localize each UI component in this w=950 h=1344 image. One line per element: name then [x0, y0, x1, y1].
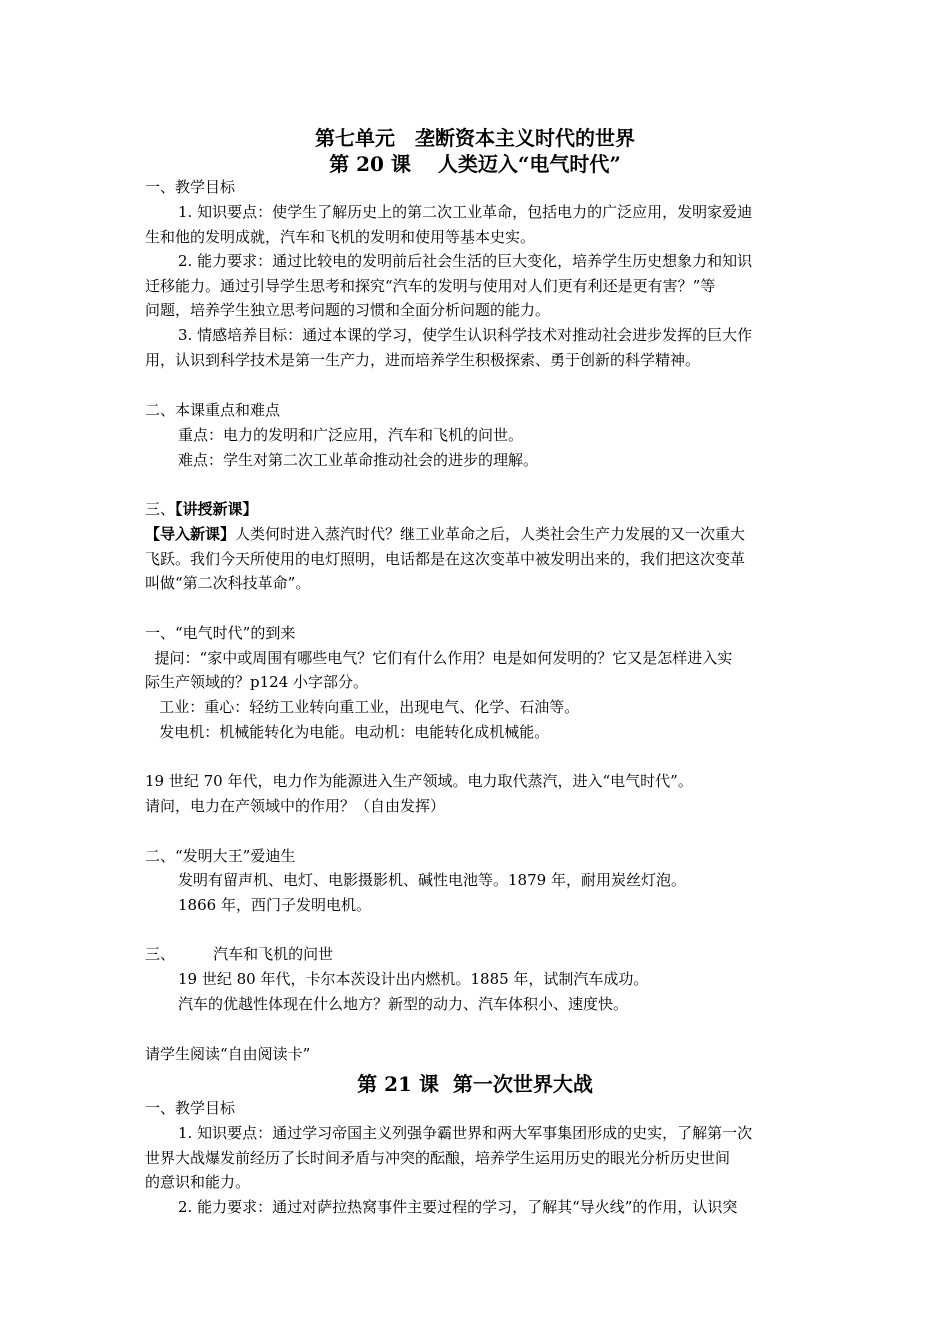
lesson20-title: 第 20 课 人类迈入“电气时代”: [329, 152, 621, 176]
sec1-industry: 工业：重心：轻纺工业转向重工业，出现电气、化学、石油等。: [145, 698, 580, 716]
goal3-line2: 用，认识到科学技术是第一生产力，进而培养学生积极探索、勇于创新的科学精神。: [145, 351, 701, 369]
sec1-paragraph2: 请问，电力在产领域中的作用？（自由发挥）: [145, 797, 446, 815]
sec1-paragraph1: 19 世纪 70 年代，电力作为能源进入生产领域。电力取代蒸汽，进入“电气时代”。: [145, 772, 693, 790]
intro-text-1: 人类何时进入蒸汽时代？继工业革命之后，人类社会生产力发展的又一次重大: [235, 525, 746, 543]
sec2-line2: 1866 年，西门子发明电机。: [178, 896, 371, 914]
l21-goal2-line1: 2. 能力要求：通过对萨拉热窝事件主要过程的学习，了解其“导火线”的作用，认识突: [178, 1198, 738, 1216]
goal2-line1: 2. 能力要求：通过比较电的发明前后社会生活的巨大变化，培养学生历史想象力和知识: [178, 252, 753, 270]
intro-line2: 飞跃。我们今天所使用的电灯照明，电话都是在这次变革中被发明出来的，我们把这次变革: [145, 550, 746, 568]
l21-goal1-line3: 的意识和能力。: [145, 1173, 251, 1191]
intro-line1: [145, 522, 745, 546]
key-point: 重点：电力的发明和广泛应用，汽车和飞机的问世。: [178, 426, 524, 444]
sec2-line1: 发明有留声机、电灯、电影摄影机、碱性电池等。1879 年，耐用炭丝灯泡。: [178, 871, 686, 889]
sec3-line1: 19 世纪 80 年代，卡尔本茨设计出内燃机。1885 年，试制汽车成功。: [178, 970, 649, 988]
teach-heading-bold: 【讲授新课】: [175, 500, 258, 518]
teach-heading: [145, 497, 258, 521]
sec1-heading: 一、“电气时代”的到来: [145, 624, 296, 642]
intro-label: 【导入新课】: [145, 525, 236, 543]
intro-line3: 叫做“第二次科技革命”。: [145, 574, 311, 592]
sec1-question-line1: 提问：“家中或周围有哪些电气？它们有什么作用？电是如何发明的？它又是怎样进入实: [145, 649, 733, 667]
goal2-line2: 迁移能力。通过引导学生思考和探究“汽车的发明与使用对人们更有利还是更有害？”等: [145, 277, 716, 295]
lesson21-title: 第 21 课 第一次世界大战: [357, 1072, 593, 1096]
key-heading: 二、本课重点和难点: [145, 401, 281, 419]
l21-goal1-line1: 1. 知识要点：通过学习帝国主义列强争霸世界和两大军事集团形成的史实，了解第一次: [178, 1124, 753, 1142]
goal3-line1: 3. 情感培养目标：通过本课的学习，使学生认识科学技术对推动社会进步发挥的巨大作: [178, 326, 753, 344]
sec1-question-line2: 际生产领域的？p124 小字部分。: [145, 673, 369, 691]
goal2-line3: 问题，培养学生独立思考问题的习惯和全面分析问题的能力。: [145, 301, 551, 319]
sec2-heading: 二、“发明大王”爱迪生: [145, 847, 296, 865]
goals-heading: 一、教学目标: [145, 178, 236, 196]
difficult-point: 难点：学生对第二次工业革命推动社会的进步的理解。: [178, 451, 539, 469]
l21-goals-heading: 一、教学目标: [145, 1099, 236, 1117]
goal1-line2: 生和他的发明成就，汽车和飞机的发明和使用等基本史实。: [145, 228, 536, 246]
l21-goal1-line2: 世界大战爆发前经历了长时间矛盾与冲突的酝酿，培养学生运用历史的眼光分析历史世间: [145, 1149, 731, 1167]
unit-title: 第七单元 垄断资本主义时代的世界: [315, 126, 635, 150]
sec1-generator: 发电机：机械能转化为电能。电动机：电能转化成机械能。: [145, 723, 550, 741]
sec3-line2: 汽车的优越性体现在什么地方？新型的动力、汽车体积小、速度快。: [178, 995, 629, 1013]
reading-note: 请学生阅读“自由阅读卡”: [145, 1045, 311, 1063]
teach-heading-prefix: 三、: [145, 500, 176, 518]
goal1-line1: 1. 知识要点：使学生了解历史上的第二次工业革命，包括电力的广泛应用，发明家爱迪: [178, 203, 753, 221]
sec3-heading: 三、 汽车和飞机的问世: [145, 945, 334, 963]
